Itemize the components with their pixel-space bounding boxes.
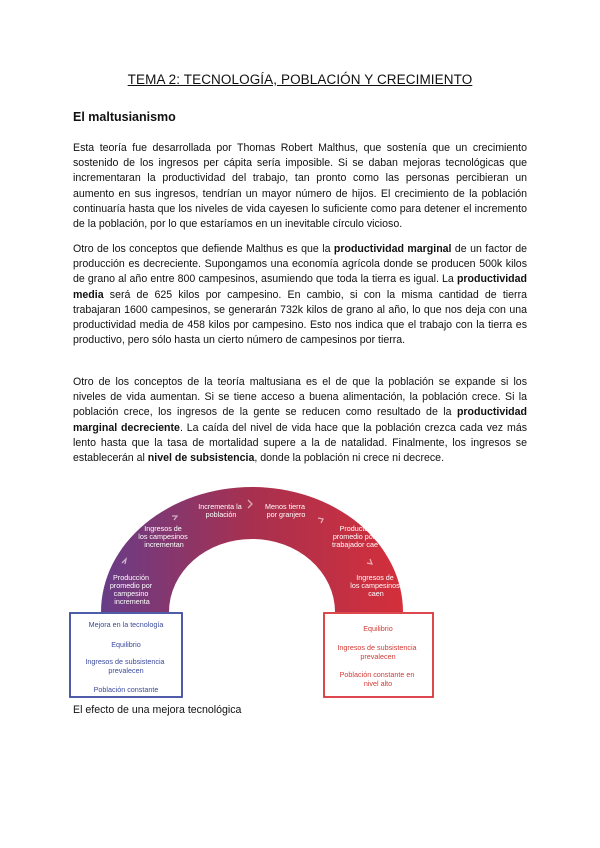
step-income-increases: Ingresos de los campesinos incrementan [138, 524, 188, 549]
paragraph-3 [73, 375, 527, 466]
malthusian-cycle-diagram [68, 487, 436, 699]
paragraph-2 [73, 242, 527, 348]
term-productividad-media: productividad media [73, 273, 527, 301]
figure-caption: El efecto de una mejora tecnológica [73, 704, 242, 716]
step-population-increases: Incrementa la población [198, 502, 242, 519]
term-productividad-marginal: productividad marginal [333, 243, 452, 255]
paragraph-1: Esta teoría fue desarrollada por Thomas Robert Malthus, que sostenía que un crecimiento sostenido de los ingresos per cápita sería imposible. Si se daban mejoras tecnológicas que incrementaran la productividad del trabajo, tan pronto como las personas percibieran un aumento en sus ingresos, tendrían un mayor número de hijos. El crecimiento de la población continuaría hasta que los niveles de vida cayesen lo suficiente como para detener el incremento de la población, por lo que estaríamos en un inevitable círculo vicioso. [73, 142, 527, 231]
paragraph-3-text-3: , donde la población ni crece ni decrece. [254, 452, 445, 465]
document-title: TEMA 2: TECNOLOGÍA, POBLACIÓN Y CRECIMIENTO [127, 72, 473, 87]
paragraph-2-text-1: Otro de los conceptos que defiende Malthus es que la [73, 243, 334, 255]
right-box-population: Población constante en nivel alto [339, 670, 415, 688]
step-less-land: Menos tierra por granjero [265, 502, 306, 519]
step-product-falls: Producto promedio por trabajador cae [332, 524, 378, 549]
paragraph-2-text-2: de un factor de producción es decreciente. Supongamos una economía agrícola donde se producen 500k kilos de grano al año entre 800 campesinos, asumiendo que toda la tierra es igual. La [73, 243, 527, 286]
right-box-subsistence: Ingresos de subsistencia prevalecen [337, 643, 417, 661]
paragraph-2-text-3: será de 625 kilos por campesino. En cambio, si con la misma cantidad de tierra trabajaran 1600 campesinos, se generarán 732k kilos de grano al año, lo que nos deja con una productividad media de 458 kilos por campesino. Esto nos indica que el trabajo con la tierra es productivo, pero sólo hasta un cierto número de campesinos por tierra. [73, 288, 527, 347]
section-heading: El maltusianismo [73, 110, 176, 124]
left-box-population: Población constante [93, 685, 159, 694]
right-box-equilibrium: Equilibrio [363, 624, 393, 633]
paragraph-3-text-2: . La caída del nivel de vida hace que la población crezca cada vez más lento hasta que la tasa de mortalidad supere a la de natalidad. Finalmente, los ingresos se establecerán al [73, 421, 528, 465]
term-nivel-de-subsistencia: nivel de subsistencia [147, 452, 255, 465]
term-productividad-marginal-decreciente: productividad marginal decreciente [73, 406, 527, 434]
left-box-subsistence: Ingresos de subsistencia prevalecen [85, 657, 165, 675]
left-box-technology: Mejora en la tecnología [88, 620, 164, 629]
left-box-equilibrium: Equilibrio [111, 640, 141, 649]
step-production-increases: Producción promedio por campesino incrementa [109, 573, 153, 606]
step-income-falls: Ingresos de los campesinos caen [350, 573, 400, 598]
paragraph-3-text-1: Otro de los conceptos de la teoría maltusiana es el de que la población se expande si los niveles de vida aumentan. Si se tiene acceso a buena alimentación, la población crece. Si la población crece, los ingresos de la gente se reducen como resultado de la [73, 376, 527, 419]
